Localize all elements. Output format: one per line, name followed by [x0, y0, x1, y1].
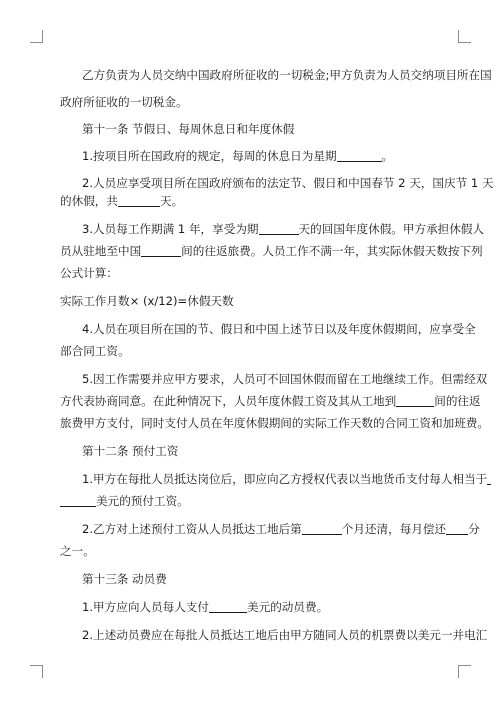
blank-weekday	[337, 149, 382, 162]
formula-line: 实际工作月数× (x/12)=休假天数	[60, 294, 234, 308]
clause-12-1-line-1	[82, 471, 488, 487]
clause-12-2-text-c: 分	[468, 522, 480, 536]
clause-12-2-line-2: 之一。	[60, 544, 95, 558]
paragraph-tax-line-2: 政府所征收的一切税金。	[60, 95, 188, 109]
clause-12-2-text-a: 2.乙方对上述预付工资从人员抵达工地后第	[82, 522, 302, 536]
clause-11-5-line-1: 5.因工作需要并应甲方要求，人员可不回国休假而留在工地继续工作。但需经双	[82, 372, 488, 386]
blank-total-days	[118, 194, 160, 207]
clause-11-5-text-a: 方代表协商同意。在此种情况下，人员年度休假工资及其从工地到	[60, 394, 397, 408]
clause-11-1-end: 。	[381, 149, 394, 163]
clause-11-5-text-b: 间的往返	[434, 394, 481, 408]
clause-11-2-line-2	[60, 193, 455, 209]
clause-13-1	[82, 599, 455, 615]
clause-11-3-line-1	[82, 221, 485, 237]
blank-destination	[141, 244, 181, 257]
article-13-heading: 第十三条 动员费	[82, 572, 167, 586]
clause-12-1-text: 1.甲方在每批人员抵达岗位后，即应向乙方授权代表以当地货币支付每人相当于	[82, 472, 488, 486]
clause-13-1-text-a: 1.甲方应向人员每人支付	[82, 600, 209, 614]
blank-tail	[487, 472, 491, 485]
article-11-heading: 第十一条 节假日、每周休息日和年度休假	[82, 122, 295, 136]
clause-11-1	[82, 148, 455, 164]
crop-mark-bottom-right	[458, 665, 471, 678]
clause-11-5-line-3: 旅费甲方支付，同时支付人员在年度休假期间的实际工作天数的合同工资和加班费。	[60, 416, 489, 430]
clause-11-3-text-a: 3.人员每工作期满 1 年，享受为期	[82, 222, 259, 236]
blank-travel-destination	[396, 394, 434, 407]
blank-mobilization-amount	[209, 600, 247, 613]
blank-advance-amount	[60, 494, 96, 507]
clause-13-1-text-b: 美元的动员费。	[247, 600, 329, 614]
clause-11-5-line-2	[60, 393, 481, 409]
clause-12-2-text-b: 个月还清，每月偿还	[341, 522, 447, 536]
clause-11-2-text-a: 的休假，共	[60, 194, 118, 208]
clause-11-4-line-2: 部合同工资。	[60, 344, 130, 358]
clause-12-1-line-2	[60, 493, 455, 509]
clause-11-3-line-3: 公式计算：	[60, 266, 118, 280]
clause-11-3-text-d: 间的往返旅费。人员工作不满一年，其实际休假天数按下列	[181, 244, 483, 258]
blank-leave-days	[259, 222, 299, 235]
blank-repay-month	[302, 522, 342, 535]
clause-11-1-text: 1.按项目所在国政府的规定，每周的休息日为星期	[82, 149, 337, 163]
blank-fraction	[446, 522, 468, 535]
crop-mark-bottom-left	[30, 665, 43, 678]
clause-12-2-line-1	[82, 521, 480, 537]
article-12-heading: 第十二条 预付工资	[82, 444, 179, 458]
crop-mark-top-right	[458, 30, 471, 43]
clause-11-3-text-b: 天的回国年度休假。甲方承担休假人	[298, 222, 485, 236]
clause-11-4-line-1: 4.人员在项目所在国的节、假日和中国上述节日以及年度休假期间，应享受全	[82, 322, 476, 336]
clause-13-2-line-1: 2.上述动员费应在每批人员抵达工地后由甲方随同人员的机票费以美元一并电汇	[82, 628, 488, 642]
clause-11-2-text-b: 天。	[159, 194, 184, 208]
clause-11-3-text-c: 员从驻地至中国	[60, 244, 142, 258]
crop-mark-top-left	[30, 30, 43, 43]
clause-12-1-text-b: 美元的预付工资。	[96, 494, 189, 508]
clause-11-2-line-1: 2.人员应享受项目所在国政府颁布的法定节、假日和中国春节 2 天，国庆节 1 天	[82, 176, 494, 190]
clause-11-3-line-2	[60, 243, 483, 259]
paragraph-tax-line-1: 乙方负责为人员交纳中国政府所征收的一切税金;甲方负责为人员交纳项目所在国	[82, 68, 492, 82]
